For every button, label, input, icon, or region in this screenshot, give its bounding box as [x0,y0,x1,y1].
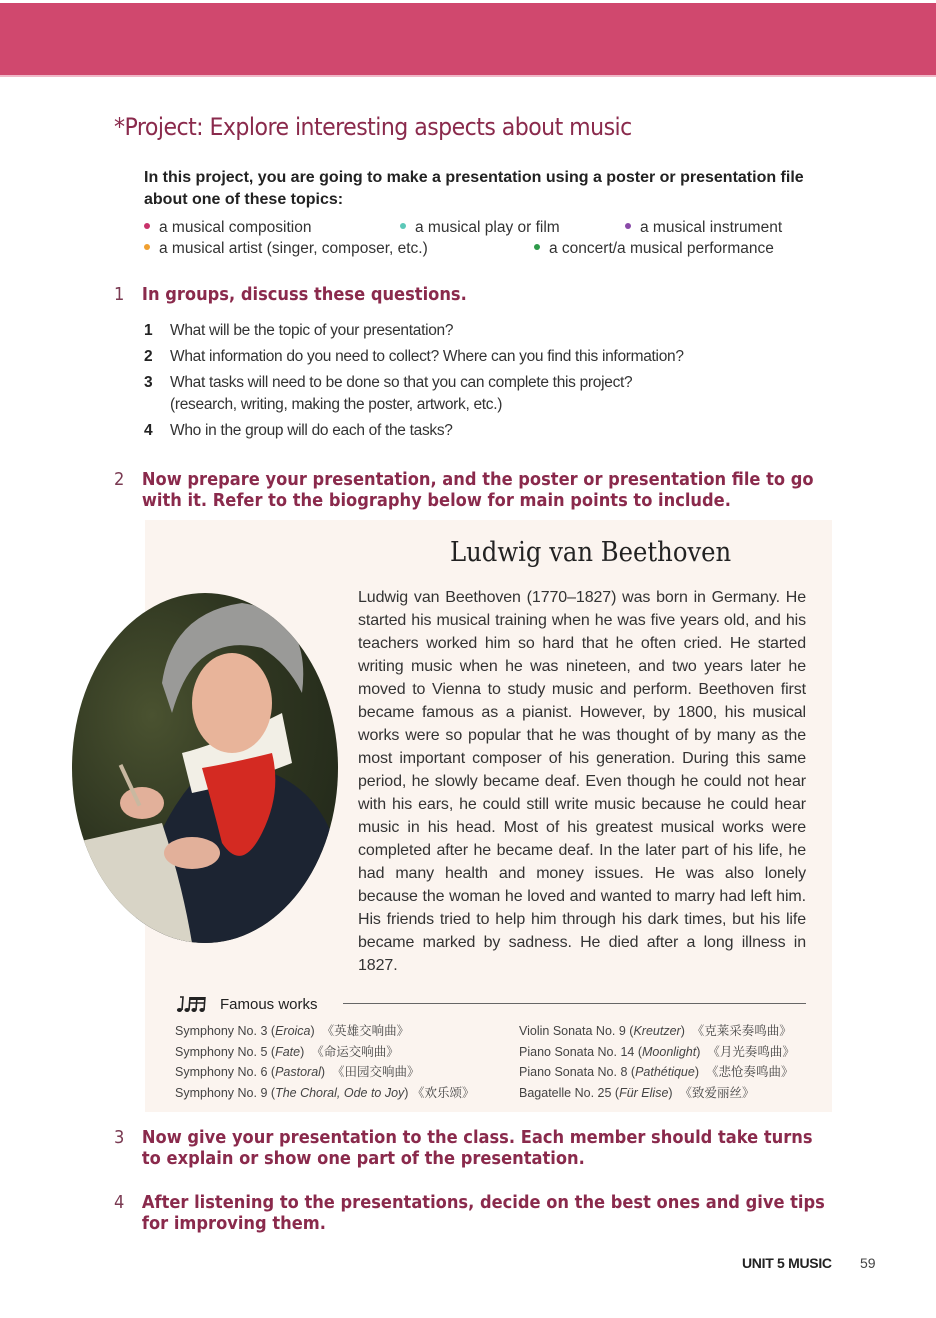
bullet-dot-icon [400,223,406,229]
topic-item: a musical artist (singer, composer, etc.) [144,240,428,258]
bullet-dot-icon [534,244,540,250]
portrait-illustration-icon [72,593,338,943]
step-2: 2 Now prepare your presentation, and the poster or presentation file to go with it. Refer to the biography below for main points to include. [114,470,814,511]
works-list-left [175,1021,474,1103]
intro-text: In this project, you are going to make a presentation using a poster or presentation file about one of these topics: [144,169,804,208]
music-notes-icon [172,994,208,1014]
topic-item: a concert/a musical performance [534,240,774,258]
work-item: Symphony No. 5 (Fate) 《命运交响曲》 [175,1044,399,1059]
work-item: Violin Sonata No. 9 (Kreutzer) 《克莱采奏鸣曲》 [519,1024,792,1038]
topic-item: a musical composition [144,219,311,237]
step-1: 1 In groups, discuss these questions. [114,285,467,305]
work-item: Bagatelle No. 25 (Für Elise) 《致爱丽丝》 [519,1085,755,1100]
bullet-dot-icon [144,244,150,250]
work-item: Piano Sonata No. 14 (Moonlight) 《月光奏鸣曲》 [519,1044,795,1059]
biography-title: Ludwig van Beethoven [450,537,732,568]
header-divider [0,75,936,77]
page-number: 59 [860,1255,876,1271]
work-item: Symphony No. 9 (The Choral, Ode to Joy) 《欢乐颂》 [175,1085,475,1100]
work-item: Piano Sonata No. 8 (Pathétique) 《悲怆奏鸣曲》 [519,1065,794,1079]
work-item: Symphony No. 3 (Eroica) 《英雄交响曲》 [175,1024,410,1038]
famous-works-heading: Famous works [172,994,318,1014]
work-item: Symphony No. 6 (Pastoral) 《田园交响曲》 [175,1065,420,1079]
step-4: 4 After listening to the presentations, decide on the best ones and give tips for improving them. [114,1193,825,1234]
topic-item: a musical play or film [400,219,560,237]
works-divider [343,1003,806,1004]
bullet-dot-icon [625,223,631,229]
works-list-right [519,1021,795,1103]
beethoven-portrait [72,593,338,943]
step-3: 3 Now give your presentation to the class. Each member should take turns to explain or show one part of the presentation. [114,1128,813,1169]
page-title: *Project: Explore interesting aspects about music [114,113,632,141]
bullet-dot-icon [144,223,150,229]
biography-text: Ludwig van Beethoven (1770–1827) was born in Germany. He started his musical training when he was five years old, and his teachers worked him so hard that he often cried. He started writing music when he was nineteen, and two years later he moved to Vienna to study music and perform. Beethoven first became famous as a pianist. However, by 1800, his musical works were so popular that he was thought of by many as the most important composer of his generation. During this same period, he slowly became deaf. Even though he could not hear with his ears, he could still write music because he could hear music in his head. Most of his greatest musical works were completed after he became deaf. In the later part of his life, he had many health and money issues. He was also lonely because the woman he loved and wanted to marry had left him. His friends tried to help him through his dark times, but his life became marked by sadness. He died after a long illness in 1827. [358,589,806,974]
footer-unit-label: UNIT 5 MUSIC [742,1255,832,1271]
topic-item: a musical instrument [625,219,782,237]
header-band [0,3,936,75]
